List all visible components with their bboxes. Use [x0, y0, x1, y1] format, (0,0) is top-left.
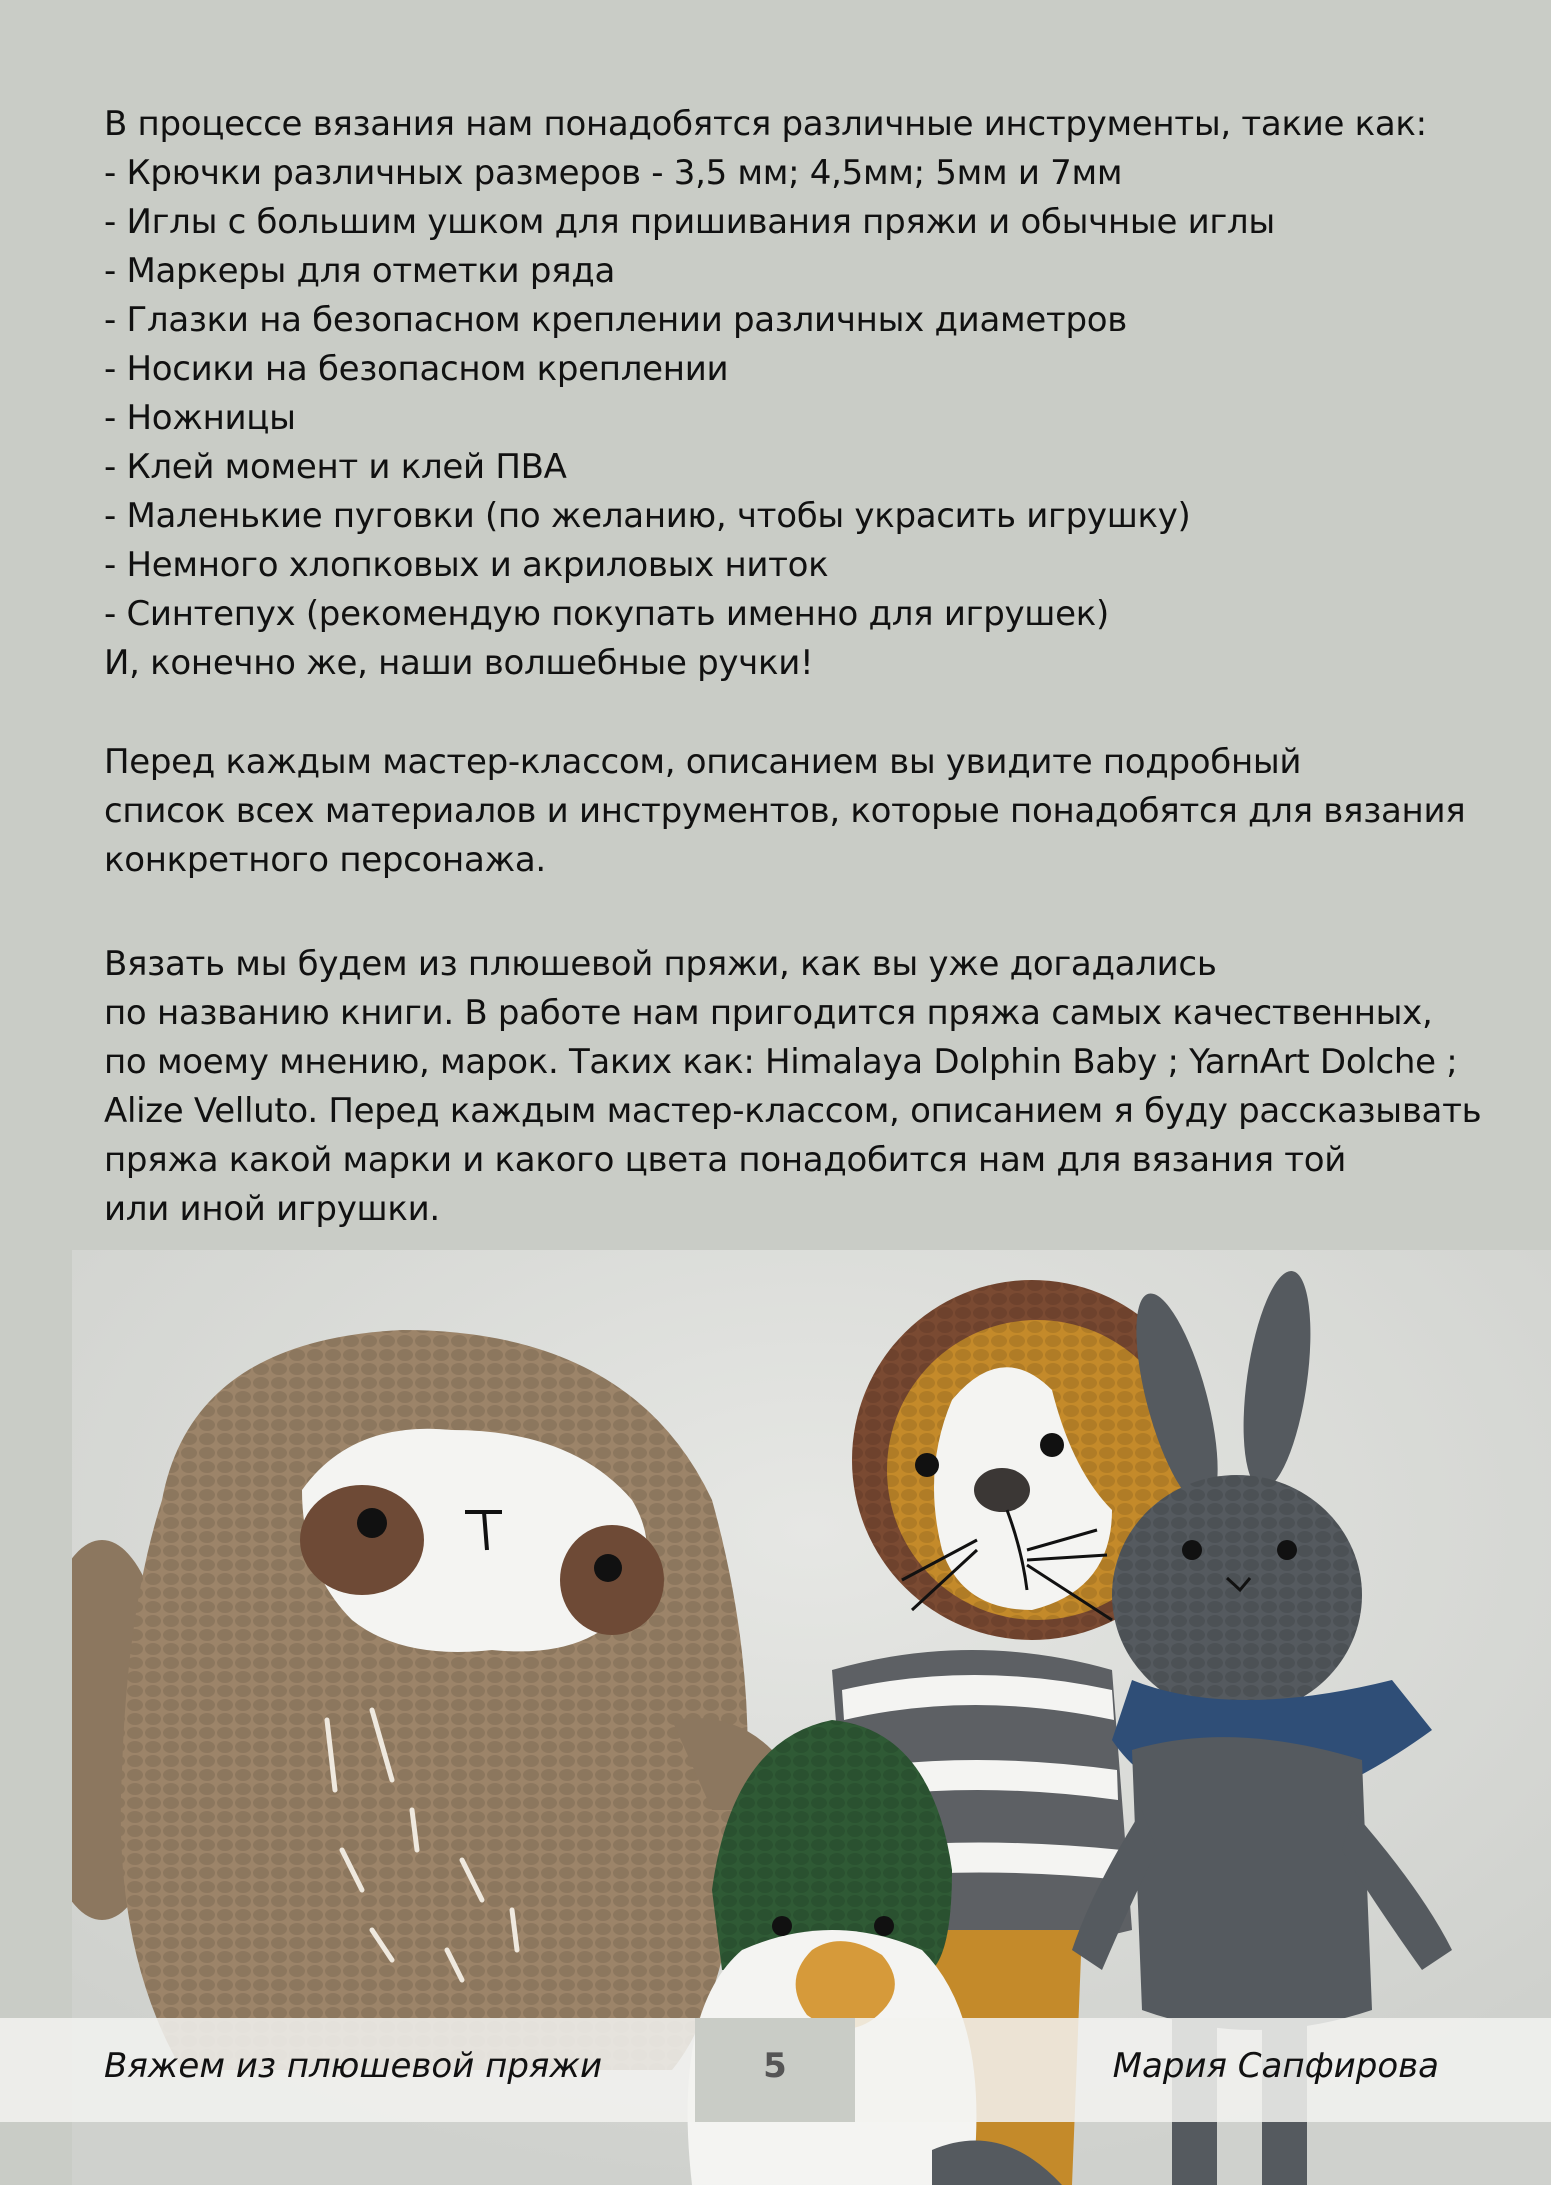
tools-list-section: [104, 100, 1427, 688]
book-title: Вяжем из плюшевой пряжи: [104, 2046, 603, 2086]
paragraph-line: или иной игрушки.: [104, 1189, 440, 1229]
tool-item: - Немного хлопковых и акриловых ниток: [104, 545, 829, 585]
tools-closing: И, конечно же, наши волшебные ручки!: [104, 643, 814, 683]
paragraph-line: по моему мнению, марок. Таких как: Himalaya Dolphin Baby ; YarnArt Dolche ;: [104, 1042, 1458, 1082]
paragraph-line: Вязать мы будем из плюшевой пряжи, как вы уже догадались: [104, 944, 1217, 984]
tool-item: - Носики на безопасном креплении: [104, 349, 729, 389]
page-number: 5: [763, 2046, 787, 2086]
paragraph-line: Alize Velluto. Перед каждым мастер-классом, описанием я буду рассказывать: [104, 1091, 1482, 1131]
tool-item: - Маркеры для отметки ряда: [104, 251, 616, 291]
paragraph-line: список всех материалов и инструментов, которые понадобятся для вязания: [104, 791, 1466, 831]
paragraph-line: пряжа какой марки и какого цвета понадобится нам для вязания той: [104, 1140, 1347, 1180]
tool-item: - Крючки различных размеров - 3,5 мм; 4,5мм; 5мм и 7мм: [104, 153, 1123, 193]
tool-item: - Иглы с большим ушком для пришивания пряжи и обычные иглы: [104, 202, 1275, 242]
paragraph-line: Перед каждым мастер-классом, описанием вы увидите подробный: [104, 742, 1302, 782]
yarn-paragraph: [104, 940, 1481, 1234]
paragraph-line: по названию книги. В работе нам пригодится пряжа самых качественных,: [104, 993, 1433, 1033]
tool-item: - Клей момент и клей ПВА: [104, 447, 567, 487]
tool-item: - Синтепух (рекомендую покупать именно для игрушек): [104, 594, 1109, 634]
tools-intro: В процессе вязания нам понадобятся различные инструменты, такие как:: [104, 104, 1427, 144]
tool-item: - Маленькие пуговки (по желанию, чтобы украсить игрушку): [104, 496, 1191, 536]
tool-item: - Ножницы: [104, 398, 296, 438]
author-name: Мария Сапфирова: [1112, 2046, 1439, 2086]
materials-paragraph: [104, 738, 1465, 885]
tool-item: - Глазки на безопасном креплении различных диаметров: [104, 300, 1127, 340]
page-footer: [0, 2018, 1551, 2122]
paragraph-line: конкретного персонажа.: [104, 840, 546, 880]
